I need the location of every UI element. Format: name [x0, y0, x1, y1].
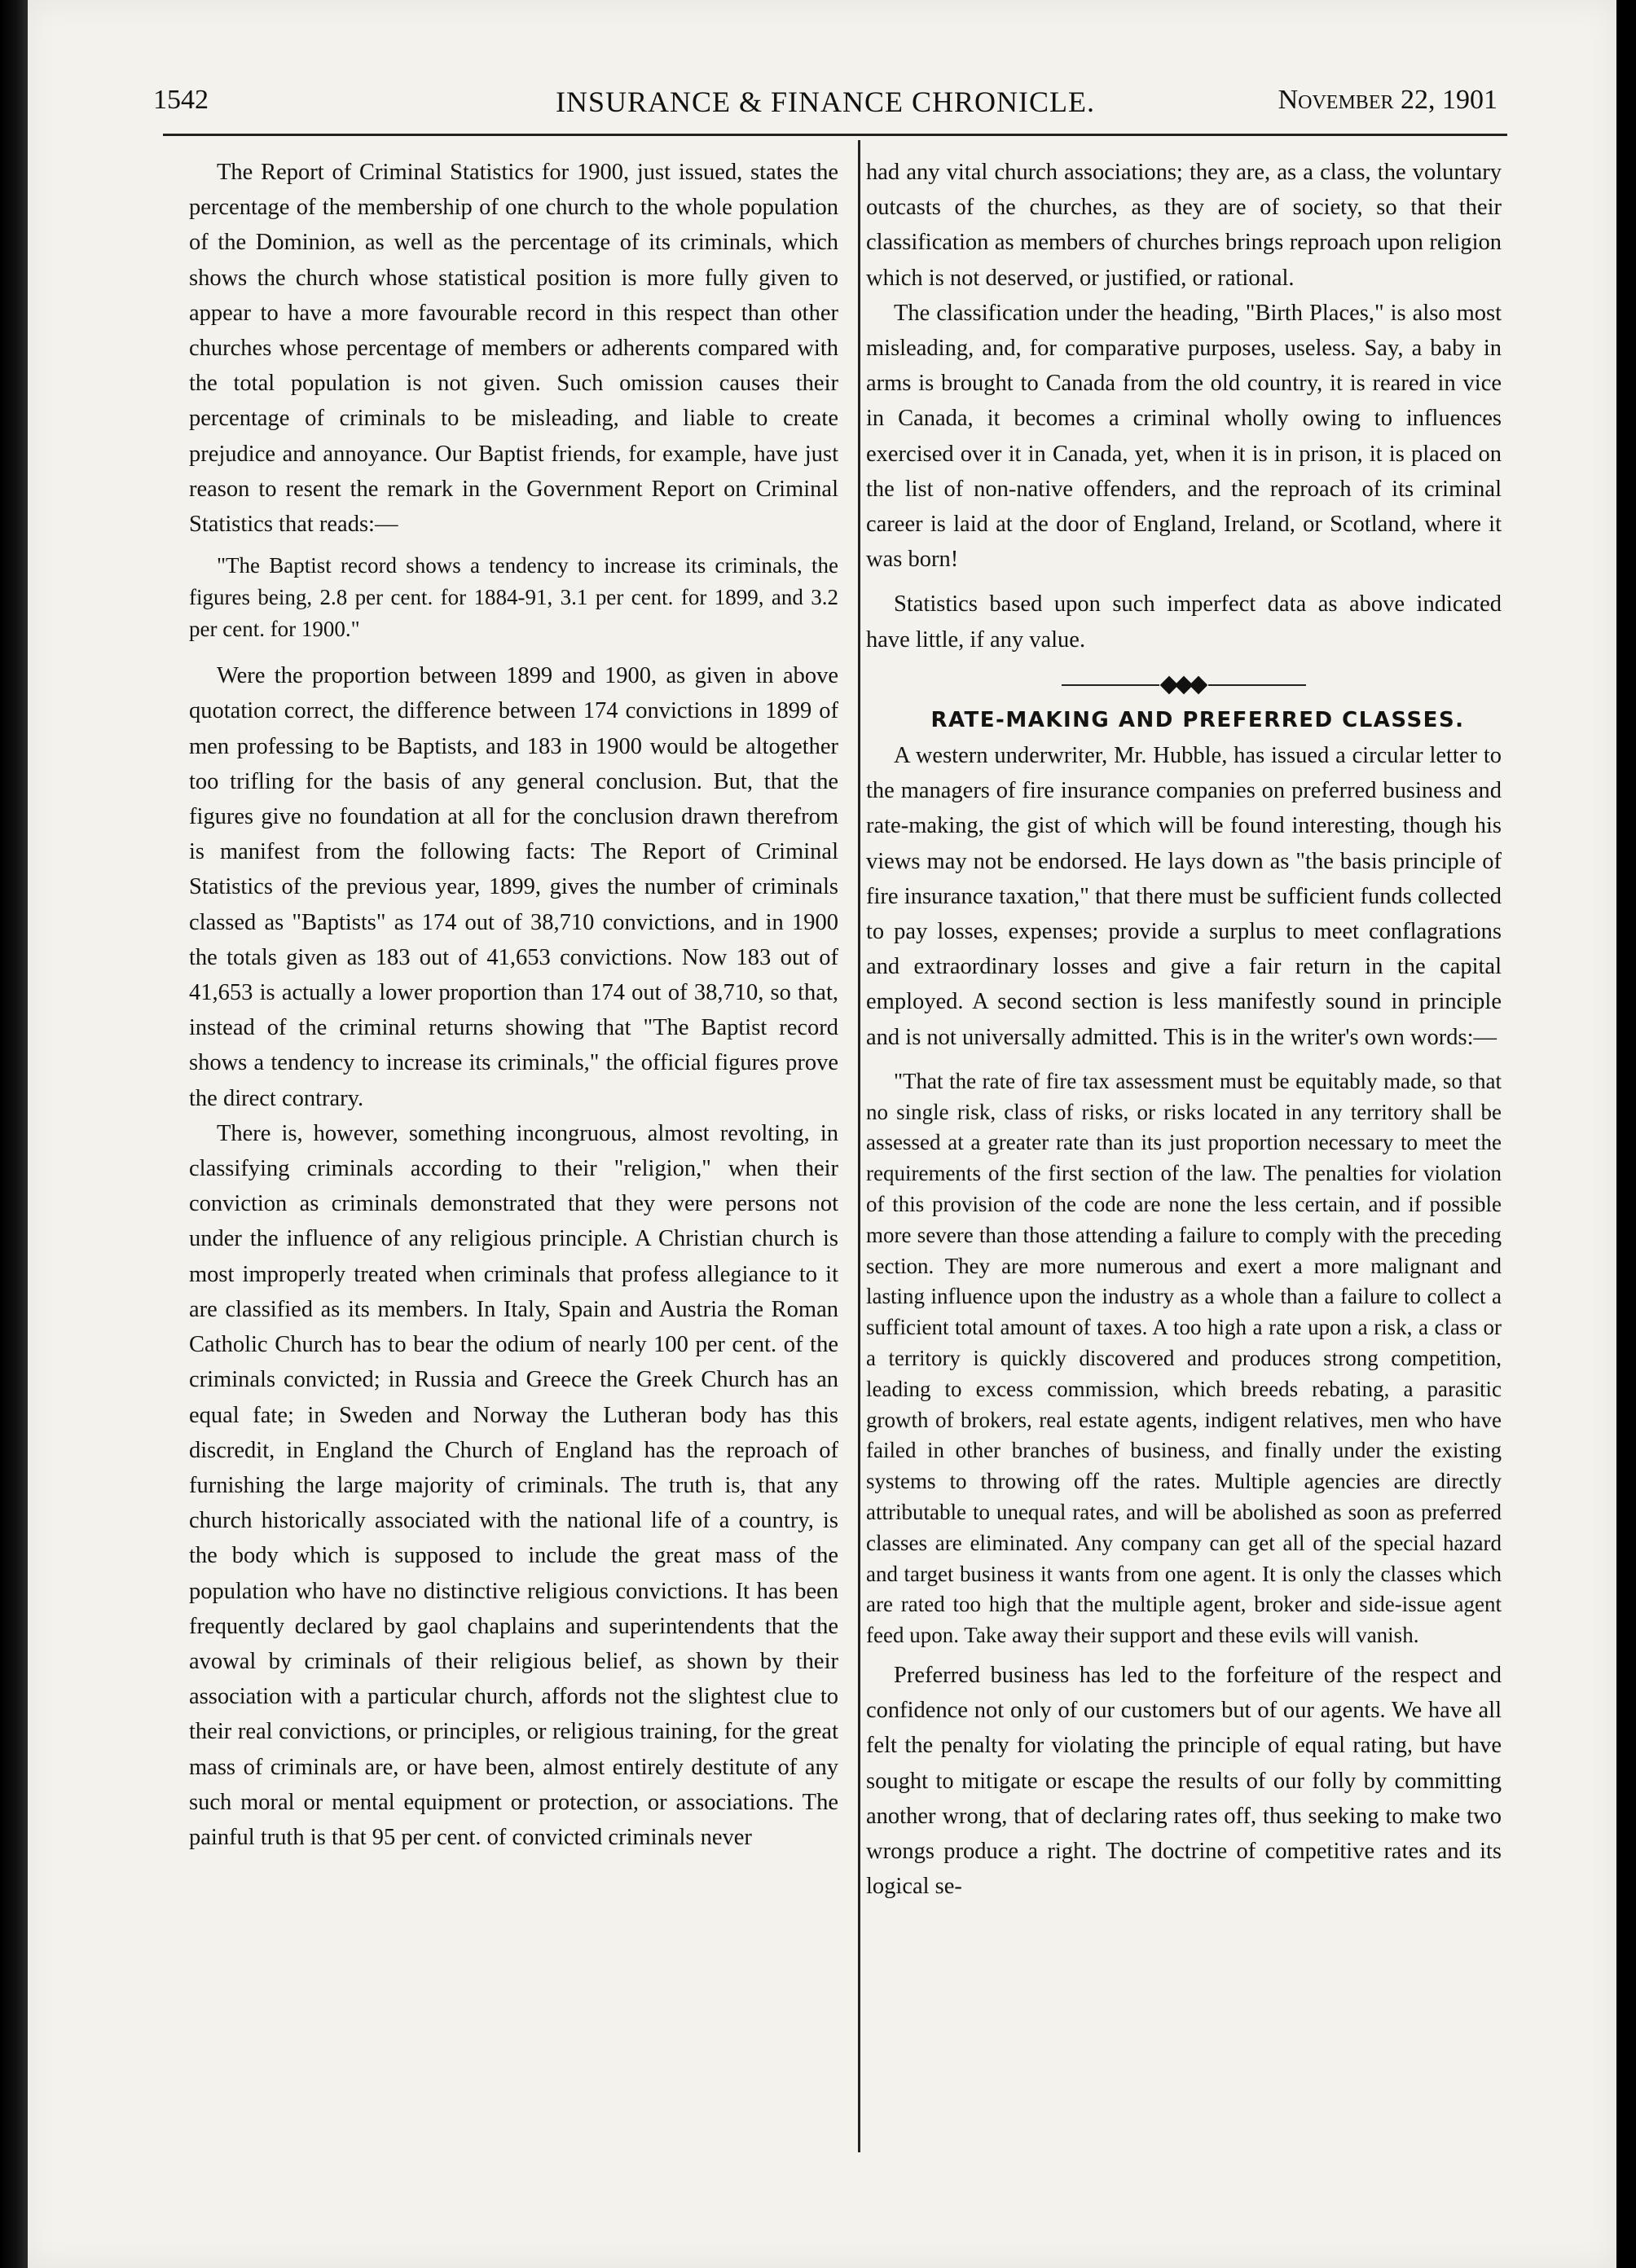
- page-header: [153, 85, 1497, 124]
- article-paragraph: The classification under the heading, "Birth Places," is also most misleading, and, for comparative purposes, useless. Say, a baby in arms is brought to Canada from the old country, it is reared in vice in Canada, it becomes a criminal wholly owing to influences exercised over it in Canada, yet, when it is in prison, it is placed on the list of non-native offenders, and the reproach of its criminal career is laid at the door of England, Ireland, or Scotland, where it was born!: [866, 300, 1502, 573]
- page-number: 1542: [153, 85, 209, 115]
- right-column: [866, 155, 1502, 1904]
- column-rule: [858, 140, 860, 2152]
- circular-quotation: "That the rate of fire tax assessment must be equitably made, so that no single risk, class of risks, or risks located in any territory shall be assessed at a greater rate than its just proportion necessary to meet the requirements of the first section of the law. The penalties for violation of this provision of the code are none the less certain, and if possible more severe than those attending a failure to comply with the preceding section. They are more numerous and exert a more malignant and lasting influence upon the industry as a whole than a failure to collect a sufficient total amount of taxes. A too high a rate upon a risk, a class or a territory is quickly discovered and produces strong competition, leading to excess commission, which breeds rebating, a parasitic growth of brokers, real estate agents, indigent relatives, men who have failed in other branches of business, and finally under the existing systems to throwing off the rates. Multiple agencies are directly attributable to unequal rates, and will be abolished as soon as preferred classes are eliminated. Any company can get all of the special hazard and target business it wants from one agent. It is only the classes which are rated too high that the multiple agent, broker and side-issue agent feed upon. Take away their support and these evils will vanish.: [866, 1068, 1502, 1648]
- article-paragraph: had any vital church associations; they are, as a class, the voluntary outcasts of the churches, as they are of society, so that their classification as members of churches brings reproach upon religion which is not deserved, or justified, or rational.: [866, 160, 1502, 291]
- ornament-rule: [1062, 684, 1159, 686]
- article-paragraph: Preferred business has led to the forfeiture of the respect and confidence not only of our customers but of our agents. We have all felt the penalty for violating the principle of equal rating, but have sought to mitigate or escape the results of our folly by committing another wrong, that of declaring rates off, thus seeking to make two wrongs produce a right. The doctrine of competitive rates and its logical se-: [866, 1663, 1502, 1900]
- header-rule: [163, 134, 1507, 136]
- report-quotation: "The Baptist record shows a tendency to increase its criminals, the figures being, 2.8 per cent. for 1884-91, 3.1 per cent. for 1899, and 3.2 per cent. for 1900.": [189, 553, 838, 642]
- masthead-title: INSURANCE & FINANCE CHRONICLE.: [555, 86, 1096, 118]
- article-paragraph: Statistics based upon such imperfect data as above indicated have little, if any value.: [866, 591, 1502, 653]
- article-paragraph: There is, however, something incongruous, almost revolting, in classifying criminals according to their "religion," when their conviction as criminals demonstrated that they were persons not under the influence of any religious principle. A Christian church is most improperly treated when criminals that profess allegiance to it are classified as its members. In Italy, Spain and Austria the Roman Catholic Church has to bear the odium of nearly 100 per cent. of the criminals convicted; in Russia and Greece the Greek Church has an equal fate; in Sweden and Norway the Lutheran body has this discredit, in England the Church of England has the reproach of furnishing the large majority of criminals. The truth is, that any church historically associated with the national life of a country, is the body which is supposed to include the great mass of the population who have no distinctive religious convictions. It has been frequently declared by gaol chaplains and superintendents that the avowal by criminals of their religious belief, as shown by their association with a particular church, affords not the slightest clue to their real convictions, or principles, or religious training, for the great mass of criminals are, or have been, almost entirely destitute of any such moral or mental equipment or protection, or associations. The painful truth is that 95 per cent. of convicted criminals never: [189, 1120, 838, 1850]
- article-paragraph: A western underwriter, Mr. Hubble, has issued a circular letter to the managers of fire insurance companies on preferred business and rate-making, the gist of which will be found interesting, though his views may not be endorsed. He lays down as "the basis principle of fire insurance taxation," that there must be sufficient funds collected to pay losses, expenses; provide a surplus to meet conflagrations and extraordinary losses and give a fair return in the capital employed. A second section is less manifestly sound in principle and is not universally admitted. This is in the writer's own words:—: [866, 743, 1502, 1050]
- scan-border: [0, 0, 28, 2268]
- article-paragraph: Were the proportion between 1899 and 1900, as given in above quotation correct, the difference between 174 convictions in 1899 of men professing to be Baptists, and 183 in 1900 would be altogether too trifling for the basis of any general conclusion. But, that the figures give no foundation at all for the conclusion drawn therefrom is manifest from the following facts: The Report of Criminal Statistics of the previous year, 1899, gives the number of criminals classed as "Baptists" as 174 out of 38,710 convictions, and in 1900 the totals given as 183 out of 41,653 convictions. Now 183 out of 41,653 is actually a lower proportion than 174 out of 38,710, so that, instead of the criminal returns showing that "The Baptist record shows a tendency to increase its criminals," the official figures prove the direct contrary.: [189, 663, 838, 1111]
- issue-date: November 22, 1901: [1278, 85, 1497, 115]
- ornament-rule: [1208, 684, 1306, 686]
- article-paragraph: The Report of Criminal Statistics for 1900, just issued, states the percentage of the membership of one church to the whole population of the Dominion, as well as the percentage of its criminals, which shows the church whose statistical position is more fully given to appear to have a more favourable record in this respect than other churches whose percentage of members or adherents compared with the total population is not given. Such omission causes their percentage of criminals to be misleading, and liable to create prejudice and annoyance. Our Baptist friends, for example, have just reason to resent the remark in the Government Report on Criminal Statistics that reads:—: [189, 160, 838, 538]
- section-heading: RATE-MAKING AND PREFERRED CLASSES.: [930, 707, 1465, 732]
- left-column: [189, 155, 838, 1855]
- section-ornament: [866, 677, 1502, 693]
- ornament-diamonds-icon: [1163, 679, 1205, 692]
